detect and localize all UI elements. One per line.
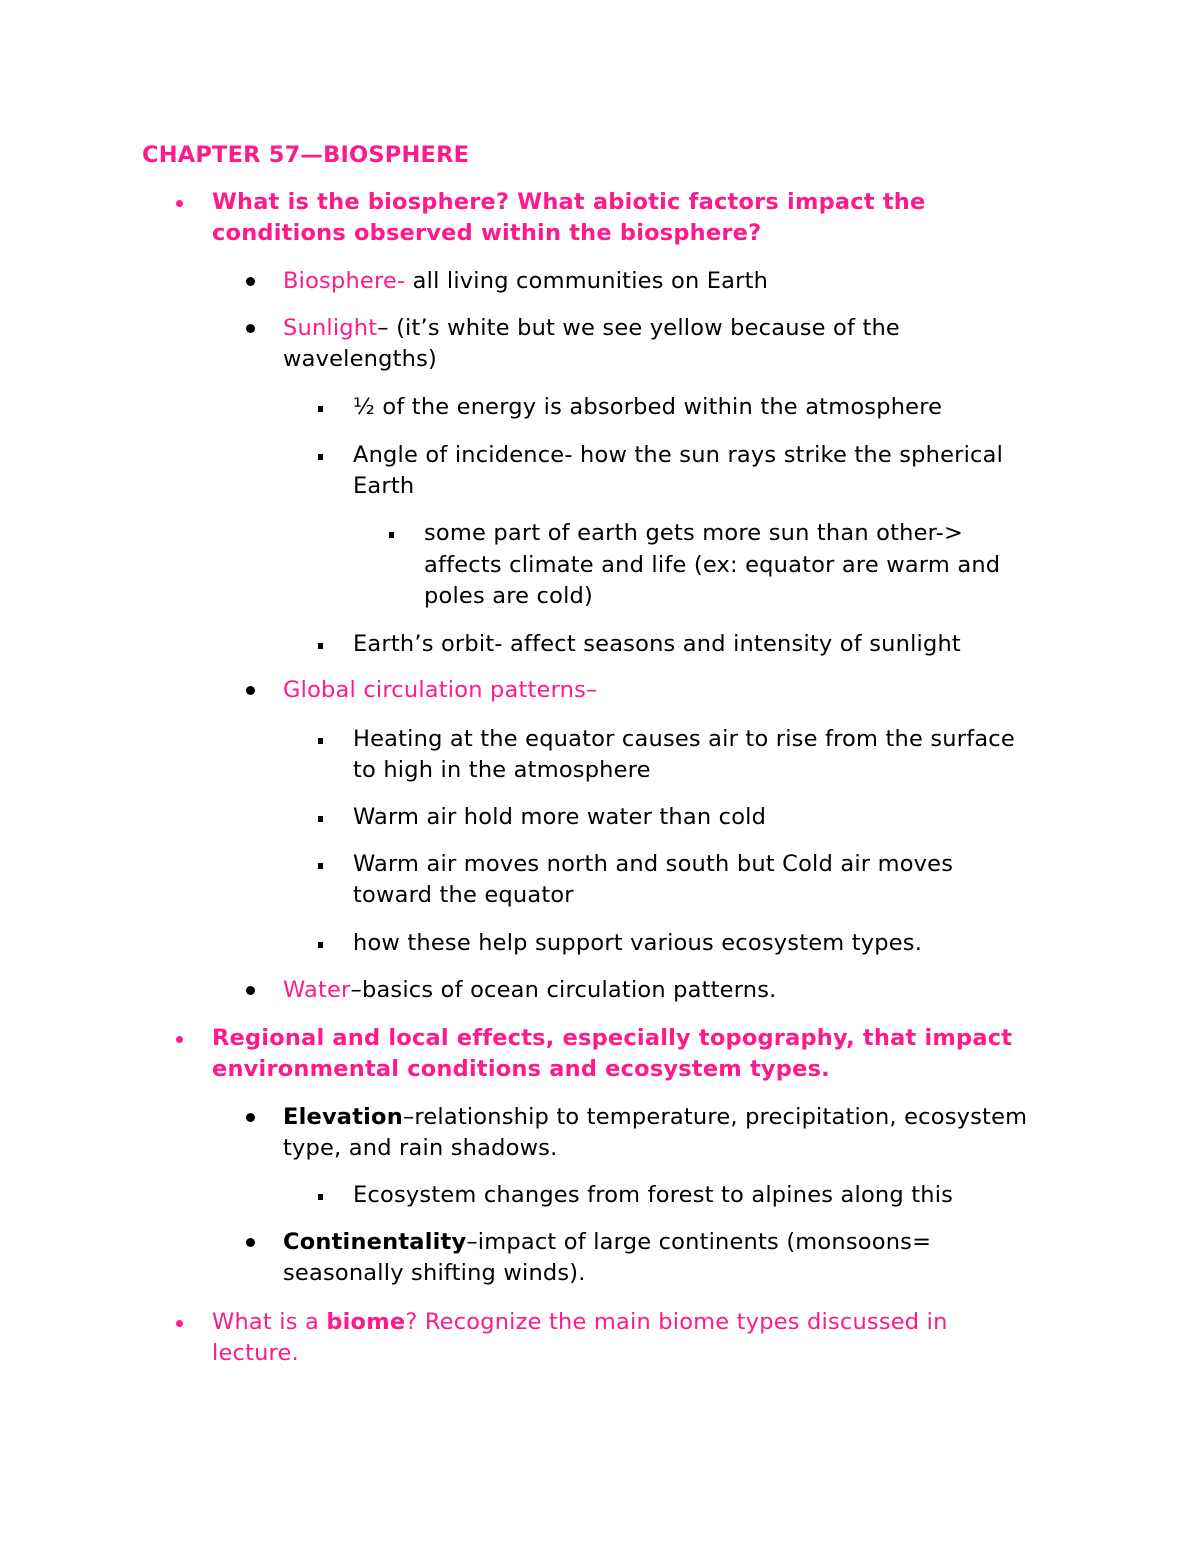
- continentality-item: [283, 1227, 931, 1258]
- question-3-pre: What is a: [212, 1309, 327, 1335]
- sunlight-term: Sunlight: [283, 315, 378, 341]
- bullet-square: [318, 942, 323, 948]
- question-1-line-2: conditions observed within the biosphere?: [212, 220, 762, 246]
- bullet-square: [318, 454, 323, 460]
- global-circulation-item: [283, 675, 597, 706]
- ecosystem-support-item: how these help support various ecosystem types.: [353, 930, 923, 956]
- biosphere-item: [283, 266, 768, 297]
- heating-line-2: to high in the atmosphere: [353, 757, 651, 783]
- global-circulation-dash: –: [586, 677, 598, 703]
- angle-incidence-line-2: Earth: [353, 473, 415, 499]
- bullet-square: [318, 738, 323, 744]
- bullet-dot: [246, 324, 255, 333]
- bullet-square: [318, 863, 323, 869]
- bullet-square: [318, 406, 323, 412]
- bullet-dot: [176, 1320, 183, 1327]
- question-3-post: ? Recognize the main biome types discussed in: [405, 1309, 948, 1335]
- bullet-square: [318, 1194, 323, 1200]
- bullet-dot: [246, 277, 255, 286]
- elevation-term: Elevation: [283, 1104, 403, 1130]
- question-3-line-1: [212, 1307, 948, 1338]
- water-term: Water: [283, 977, 351, 1003]
- earth-orbit-item: Earth’s orbit- affect seasons and intensity of sunlight: [353, 631, 961, 657]
- angle-incidence-line-1: Angle of incidence- how the sun rays strike the spherical: [353, 442, 1004, 468]
- ecosystem-changes-item: Ecosystem changes from forest to alpines along this: [353, 1182, 954, 1208]
- continentality-line-2: seasonally shifting winds).: [283, 1260, 586, 1286]
- chapter-heading: CHAPTER 57—BIOSPHERE: [142, 142, 470, 168]
- sun-variation-line-1: some part of earth gets more sun than other->: [424, 520, 964, 546]
- sunlight-item: [283, 313, 900, 344]
- bullet-dot: [246, 1113, 255, 1122]
- question-2-line-1: Regional and local effects, especially topography, that impact: [212, 1025, 1013, 1051]
- elevation-text: –relationship to temperature, precipitation, ecosystem: [402, 1104, 1028, 1130]
- bullet-dot: [176, 200, 183, 207]
- question-3-line-2: lecture.: [212, 1340, 299, 1366]
- biosphere-text: all living communities on Earth: [405, 268, 769, 294]
- sun-variation-line-2: affects climate and life (ex: equator are warm and: [424, 552, 1001, 578]
- bullet-dot: [246, 1238, 255, 1247]
- question-1-line-1: What is the biosphere? What abiotic factors impact the: [212, 189, 926, 215]
- bullet-square: [318, 643, 323, 649]
- water-item: [283, 975, 777, 1006]
- continentality-text: –impact of large continents (monsoons=: [466, 1229, 932, 1255]
- continentality-term: Continentality: [283, 1229, 467, 1255]
- sun-variation-line-3: poles are cold): [424, 583, 594, 609]
- water-text: –basics of ocean circulation patterns.: [350, 977, 777, 1003]
- sunlight-text: – (it’s white but we see yellow because of the: [377, 315, 900, 341]
- bullet-dot: [246, 986, 255, 995]
- heating-line-1: Heating at the equator causes air to rise from the surface: [353, 726, 1015, 752]
- question-3-bold: biome: [326, 1309, 406, 1335]
- bullet-square: [318, 816, 323, 822]
- bullet-dot: [176, 1036, 183, 1043]
- sunlight-line-2: wavelengths): [283, 346, 437, 372]
- bullet-dot: [246, 686, 255, 695]
- biosphere-term: Biosphere-: [283, 268, 406, 294]
- half-energy-item: ½ of the energy is absorbed within the atmosphere: [353, 394, 943, 420]
- warm-air-moves-line-2: toward the equator: [353, 882, 574, 908]
- warm-air-moves-line-1: Warm air moves north and south but Cold air moves: [353, 851, 954, 877]
- elevation-item: [283, 1102, 1027, 1133]
- elevation-line-2: type, and rain shadows.: [283, 1135, 558, 1161]
- global-circulation-term: Global circulation patterns: [283, 677, 587, 703]
- bullet-square: [389, 532, 394, 538]
- question-2-line-2: environmental conditions and ecosystem types.: [212, 1056, 830, 1082]
- warm-air-water-item: Warm air hold more water than cold: [353, 804, 767, 830]
